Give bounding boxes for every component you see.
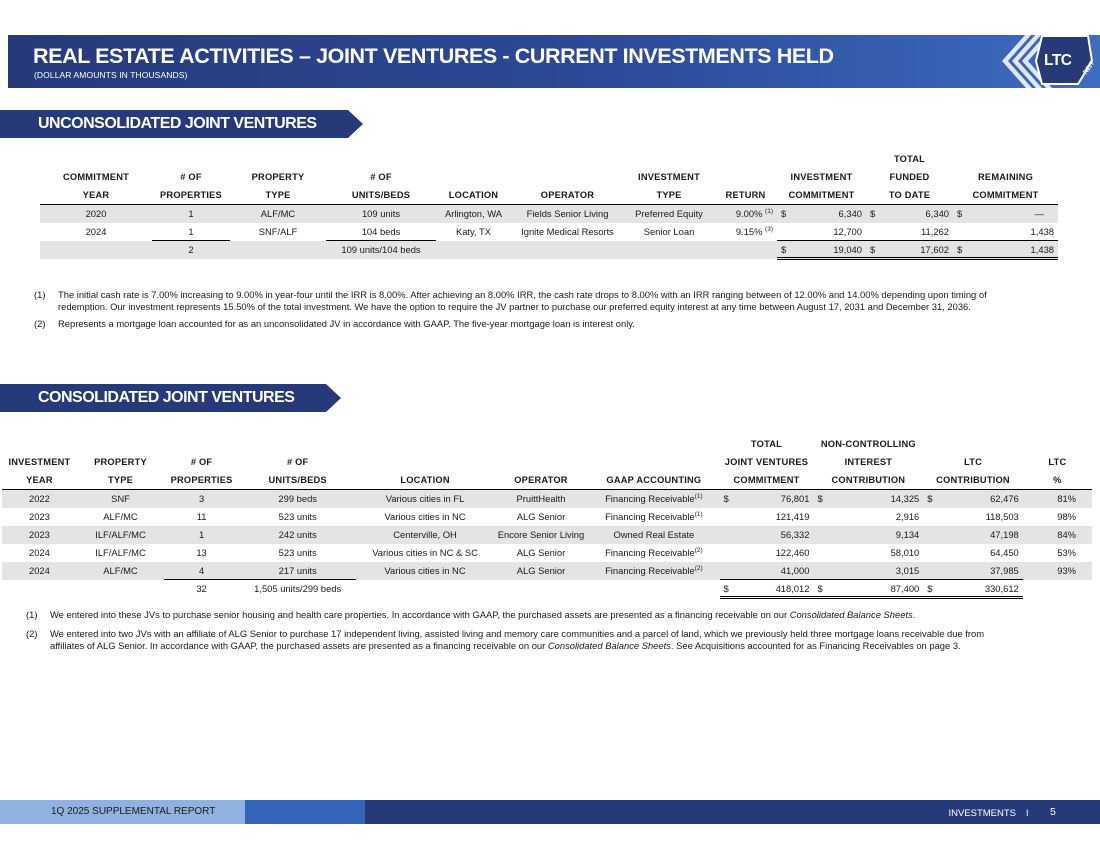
gaap-footnote-ref: (1): [694, 511, 703, 518]
cell-year: 2023: [2, 526, 77, 544]
header-investment-commitment-2: COMMITMENT: [777, 186, 866, 205]
cell-pct: 53%: [1057, 547, 1076, 558]
cell-return: [714, 223, 777, 241]
cell-ltc: 37,985: [923, 562, 1023, 580]
cell-units: 109 units: [326, 205, 436, 223]
total-nci: [813, 580, 923, 598]
total-jv-value: 76,801: [780, 493, 810, 505]
cell-properties: 1: [164, 526, 239, 544]
total-remaining: [953, 241, 1058, 259]
cell-nci: 9,134: [813, 526, 923, 544]
cell-ltc: 64,450: [990, 547, 1019, 558]
footnote-italic: Consolidated Balance Sheets: [547, 640, 671, 651]
header-property-type-2: TYPE: [77, 471, 164, 490]
unconsolidated-banner-label: UNCONSOLIDATED JOINT VENTURES: [38, 115, 317, 132]
unconsolidated-banner: [0, 110, 365, 138]
footer-accent-mid: [245, 800, 365, 824]
cell-return: [714, 205, 777, 223]
funded-value: 11,262: [921, 225, 949, 237]
header-investment-year-1: INVESTMENT: [8, 457, 71, 467]
cell-operator: ALG Senior: [516, 547, 566, 558]
cell-gaap: [588, 544, 719, 562]
gaap-value: Financing Receivable: [605, 565, 695, 576]
cell-type: ILF/ALF/MC: [77, 526, 164, 544]
footnote-italic: Consolidated Balance Sheets: [789, 609, 913, 620]
header-property-type-1: PROPERTY: [94, 457, 147, 467]
header-ltc-pct-2: %: [1023, 471, 1092, 490]
header-commitment-year-2: YEAR: [40, 186, 152, 205]
cell-investment-type: Senior Loan: [643, 226, 695, 237]
cell-gaap: [588, 508, 719, 526]
currency-sign: $: [781, 208, 787, 220]
cell-location: Various cities in NC: [356, 562, 493, 580]
cell-properties: 13: [196, 547, 207, 558]
header-properties-2: PROPERTIES: [152, 186, 230, 205]
cell-operator: PruittHealth: [494, 490, 589, 508]
footnote-2: [34, 318, 1074, 332]
total-remaining-value: 1,438: [1030, 243, 1054, 255]
header-property-type-1: PROPERTY: [251, 172, 305, 182]
header-properties-1: # OF: [180, 172, 202, 182]
gaap-footnote-ref: (2): [694, 547, 703, 554]
header-properties-2: PROPERTIES: [164, 471, 239, 490]
cell-gaap: Owned Real Estate: [588, 526, 719, 544]
cell-total-jv: 122,460: [775, 547, 810, 558]
cell-operator: Encore Senior Living: [494, 526, 589, 544]
cell-location: Various cities in NC: [384, 511, 466, 522]
currency-sign: $: [781, 243, 787, 255]
cell-remaining: [953, 223, 1058, 241]
cell-operator: Ignite Medical Resorts: [521, 226, 614, 237]
total-units: 1,505 units/299 beds: [239, 580, 356, 598]
cell-type: ILF/ALF/MC: [95, 547, 146, 558]
footnote-text: [50, 609, 915, 621]
consolidated-footnote-2: [26, 628, 1086, 654]
currency-sign: $: [927, 582, 933, 594]
commitment-value: 6,340: [838, 208, 862, 220]
cell-units: 299 beds: [239, 490, 356, 508]
header-units-2: UNITS/BEDS: [239, 471, 356, 490]
cell-year: 2022: [2, 490, 77, 508]
cell-nci: 2,916: [895, 511, 920, 522]
gaap-value: Financing Receivable: [605, 547, 695, 558]
ltc-value: 62,476: [990, 493, 1019, 505]
table-row: [40, 205, 1058, 223]
footnote-tail: .: [912, 609, 916, 620]
currency-sign: $: [870, 243, 876, 255]
cell-year: 2020: [40, 205, 152, 223]
footnote-body: We entered into these JVs to purchase senior housing and health care properties. In accordance with GAAP, the purchased assets are presented as a financing receivable on our: [50, 609, 788, 620]
currency-sign: $: [870, 208, 876, 220]
gaap-footnote-ref: (1): [694, 493, 703, 501]
cell-type: ALF/MC: [103, 511, 138, 522]
cell-location: Various cities in FL: [356, 490, 493, 508]
cell-nci: 3,015: [813, 562, 923, 580]
header-total-jv-1: TOTAL: [750, 439, 783, 449]
footnote-1: [34, 289, 1074, 315]
header-investment-commitment-1: INVESTMENT: [790, 172, 853, 182]
footnote-body: affiliates of ALG Senior. In accordance with GAAP, the purchased assets are presented as a financing receivable on our: [50, 640, 546, 651]
total-row: [2, 580, 1092, 598]
cell-units: 523 units: [278, 511, 317, 522]
remaining-value: 1,438: [1030, 225, 1054, 237]
currency-sign: $: [723, 582, 729, 594]
footnote-number: (1): [34, 289, 46, 300]
currency-sign: $: [723, 493, 729, 505]
gaap-value: Financing Receivable: [605, 493, 695, 505]
gaap-footnote-ref: (2): [694, 565, 703, 572]
header-location: LOCATION: [356, 471, 493, 490]
header-operator: OPERATOR: [511, 186, 624, 205]
header-units-2: UNITS/BEDS: [326, 186, 436, 205]
return-footnote-ref: (1): [765, 208, 773, 216]
header-commitment-year-1: COMMITMENT: [62, 172, 130, 182]
page-title: REAL ESTATE ACTIVITIES – JOINT VENTURES - CURRENT INVESTMENTS HELD: [33, 44, 834, 68]
nci-value: 14,325: [890, 493, 920, 505]
table-row: [2, 508, 1092, 526]
table-row: [2, 562, 1092, 580]
footnote-text: Represents a mortgage loan accounted for as an unconsolidated JV in accordance with GAAP. The five-year mortgage loan is interest only.: [58, 318, 635, 329]
footnote-text-line2: redemption. Our investment represents 15.50% of the total investment. We have the option to require the JV partner to purchase our preferred equity interest at any time between August 17, 2031 and December 31, 2036.: [58, 301, 971, 312]
cell-units: 242 units: [239, 526, 356, 544]
total-properties: 32: [164, 580, 239, 598]
total-nci-value: 87,400: [890, 582, 920, 594]
footer-page-number: 5: [1050, 806, 1056, 818]
footer-section-label: INVESTMENTS: [948, 808, 1016, 819]
cell-location: Katy, TX: [455, 226, 492, 237]
cell-type: SNF/ALF: [258, 226, 298, 237]
cell-type: SNF: [77, 490, 164, 508]
header-total-jv-3: COMMITMENT: [720, 471, 814, 490]
footnote-number: (1): [26, 609, 38, 620]
cell-year: 2024: [85, 226, 107, 237]
properties-value: 1: [188, 225, 194, 237]
cell-funded: [866, 223, 953, 241]
cell-pct: 81%: [1023, 490, 1092, 508]
header-ltc-pct-1: LTC: [1048, 457, 1067, 467]
header-property-type-2: TYPE: [230, 186, 326, 205]
cell-commitment: [777, 223, 866, 241]
header-investment-year-2: YEAR: [2, 471, 77, 490]
currency-sign: $: [957, 208, 963, 220]
cell-units: 217 units: [239, 562, 356, 580]
remaining-value: —: [1034, 208, 1044, 220]
header-total-funded-2: FUNDED: [889, 172, 930, 182]
total-commitment: [777, 241, 866, 259]
header-nci-2: INTEREST: [844, 457, 893, 467]
footnote-text: We entered into two JVs with an affiliate of ALG Senior to purchase 17 independent living, assisted living and memory care communities and a parcel of land, which we previously held three mortgage loans receivable due from: [50, 628, 985, 639]
logo-text: LTC: [1044, 52, 1072, 69]
cell-total-jv: 56,332: [720, 526, 814, 544]
footnote-text-line2: [50, 640, 961, 652]
cell-total-jv: [720, 490, 814, 508]
consolidated-banner: [0, 384, 345, 412]
header-investment-type-1: INVESTMENT: [638, 172, 700, 182]
total-ltc-value: 330,612: [984, 582, 1019, 594]
footer-report-label: 1Q 2025 SUPPLEMENTAL REPORT: [51, 806, 216, 817]
cell-funded: [866, 205, 953, 223]
footer-separator: I: [1026, 808, 1029, 818]
currency-sign: $: [957, 243, 963, 255]
header-units-1: # OF: [286, 457, 309, 467]
funded-value: 6,340: [925, 208, 949, 220]
return-footnote-ref: (3): [765, 226, 773, 233]
logo-reit-text: REIT: [1082, 59, 1097, 77]
cell-location: Various cities in NC & SC: [372, 547, 478, 558]
cell-properties: [152, 223, 230, 241]
header-units-1: # OF: [370, 172, 392, 182]
table-row: [2, 544, 1092, 562]
return-value: 9.00%: [735, 208, 763, 220]
cell-year: 2023: [29, 511, 50, 522]
footnote-number: (2): [34, 318, 46, 329]
page-subtitle: (DOLLAR AMOUNTS IN THOUSANDS): [34, 70, 188, 80]
cell-gaap: [588, 562, 719, 580]
unconsolidated-table: [40, 150, 1058, 260]
header-investment-type-2: TYPE: [624, 186, 714, 205]
cell-operator: Fields Senior Living: [511, 205, 624, 223]
cell-year: 2024: [2, 562, 77, 580]
total-row: [40, 241, 1058, 259]
currency-sign: $: [817, 582, 823, 594]
table-row: [2, 490, 1092, 508]
cell-investment-type: Preferred Equity: [624, 205, 714, 223]
header-location: LOCATION: [436, 186, 511, 205]
currency-sign: $: [927, 493, 933, 505]
cell-properties: 11: [196, 511, 207, 522]
cell-type: ALF/MC: [230, 205, 326, 223]
header-ltc-contrib-2: CONTRIBUTION: [923, 471, 1023, 490]
footnote-text: The initial cash rate is 7.00% increasing to 9.00% in year-four until the IRR is 8.00%. After achieving an 8.00% IRR, the cash rate drops to 8.00% with an IRR ranging between of 12.00% and 14.00% depending upon timing of: [58, 289, 987, 300]
footnote-number: (2): [26, 628, 38, 639]
header-total-funded-1: TOTAL: [893, 154, 926, 164]
header-total-funded-3: TO DATE: [866, 186, 953, 205]
cell-pct: 93%: [1023, 562, 1092, 580]
cell-ltc: 118,503: [985, 511, 1019, 522]
cell-nci: 58,010: [890, 547, 920, 558]
cell-properties: 3: [164, 490, 239, 508]
footnote-tail: . See Acquisitions accounted for as Financing Receivables on page 3.: [670, 640, 961, 651]
table-row: [2, 526, 1092, 544]
cell-operator: ALG Senior: [516, 511, 566, 522]
cell-ltc: [923, 490, 1023, 508]
cell-pct: 84%: [1023, 526, 1092, 544]
header-remaining-2: COMMITMENT: [953, 186, 1058, 205]
total-properties: 2: [152, 241, 230, 259]
header-operator: OPERATOR: [494, 471, 589, 490]
header-remaining-1: REMAINING: [978, 172, 1033, 182]
cell-pct: 98%: [1057, 511, 1076, 522]
cell-remaining: [953, 205, 1058, 223]
cell-total-jv: 41,000: [720, 562, 814, 580]
header-gaap: GAAP ACCOUNTING: [588, 471, 719, 490]
total-jv-value: 418,012: [775, 582, 810, 594]
cell-commitment: [777, 205, 866, 223]
header-total-jv-2: JOINT VENTURES: [724, 457, 809, 467]
header-ltc-contrib-1: LTC: [964, 457, 982, 467]
consolidated-table: [2, 435, 1092, 599]
cell-location: Arlington, WA: [436, 205, 511, 223]
consolidated-banner-label: CONSOLIDATED JOINT VENTURES: [38, 389, 295, 406]
total-funded-value: 17,602: [920, 243, 949, 255]
cell-location: Centerville, OH: [356, 526, 493, 544]
cell-ltc: 47,198: [923, 526, 1023, 544]
cell-operator: ALG Senior: [494, 562, 589, 580]
total-funded: [866, 241, 953, 259]
total-jv: [720, 580, 814, 598]
cell-total-jv: 121,419: [775, 511, 810, 522]
return-value: 9.15%: [735, 226, 763, 237]
currency-sign: $: [817, 493, 823, 505]
cell-properties: 4: [164, 562, 239, 580]
total-ltc: [923, 580, 1023, 598]
cell-year: 2024: [29, 547, 50, 558]
commitment-value: 12,700: [833, 225, 862, 237]
cell-units: 104 beds: [361, 225, 401, 237]
total-commitment-value: 19,040: [833, 243, 862, 255]
cell-nci: [813, 490, 923, 508]
header-nci-1: NON-CONTROLLING: [820, 439, 916, 449]
header-return: RETURN: [714, 186, 777, 205]
cell-gaap: [588, 490, 719, 508]
table-row: [40, 223, 1058, 241]
header-nci-3: CONTRIBUTION: [813, 471, 923, 490]
cell-properties: 1: [152, 205, 230, 223]
gaap-value: Financing Receivable: [605, 511, 695, 522]
cell-type: ALF/MC: [77, 562, 164, 580]
consolidated-footnote-1: [26, 609, 1086, 623]
cell-units: 523 units: [278, 547, 317, 558]
header-properties-1: # OF: [190, 457, 213, 467]
total-units: 109 units/104 beds: [326, 241, 436, 259]
